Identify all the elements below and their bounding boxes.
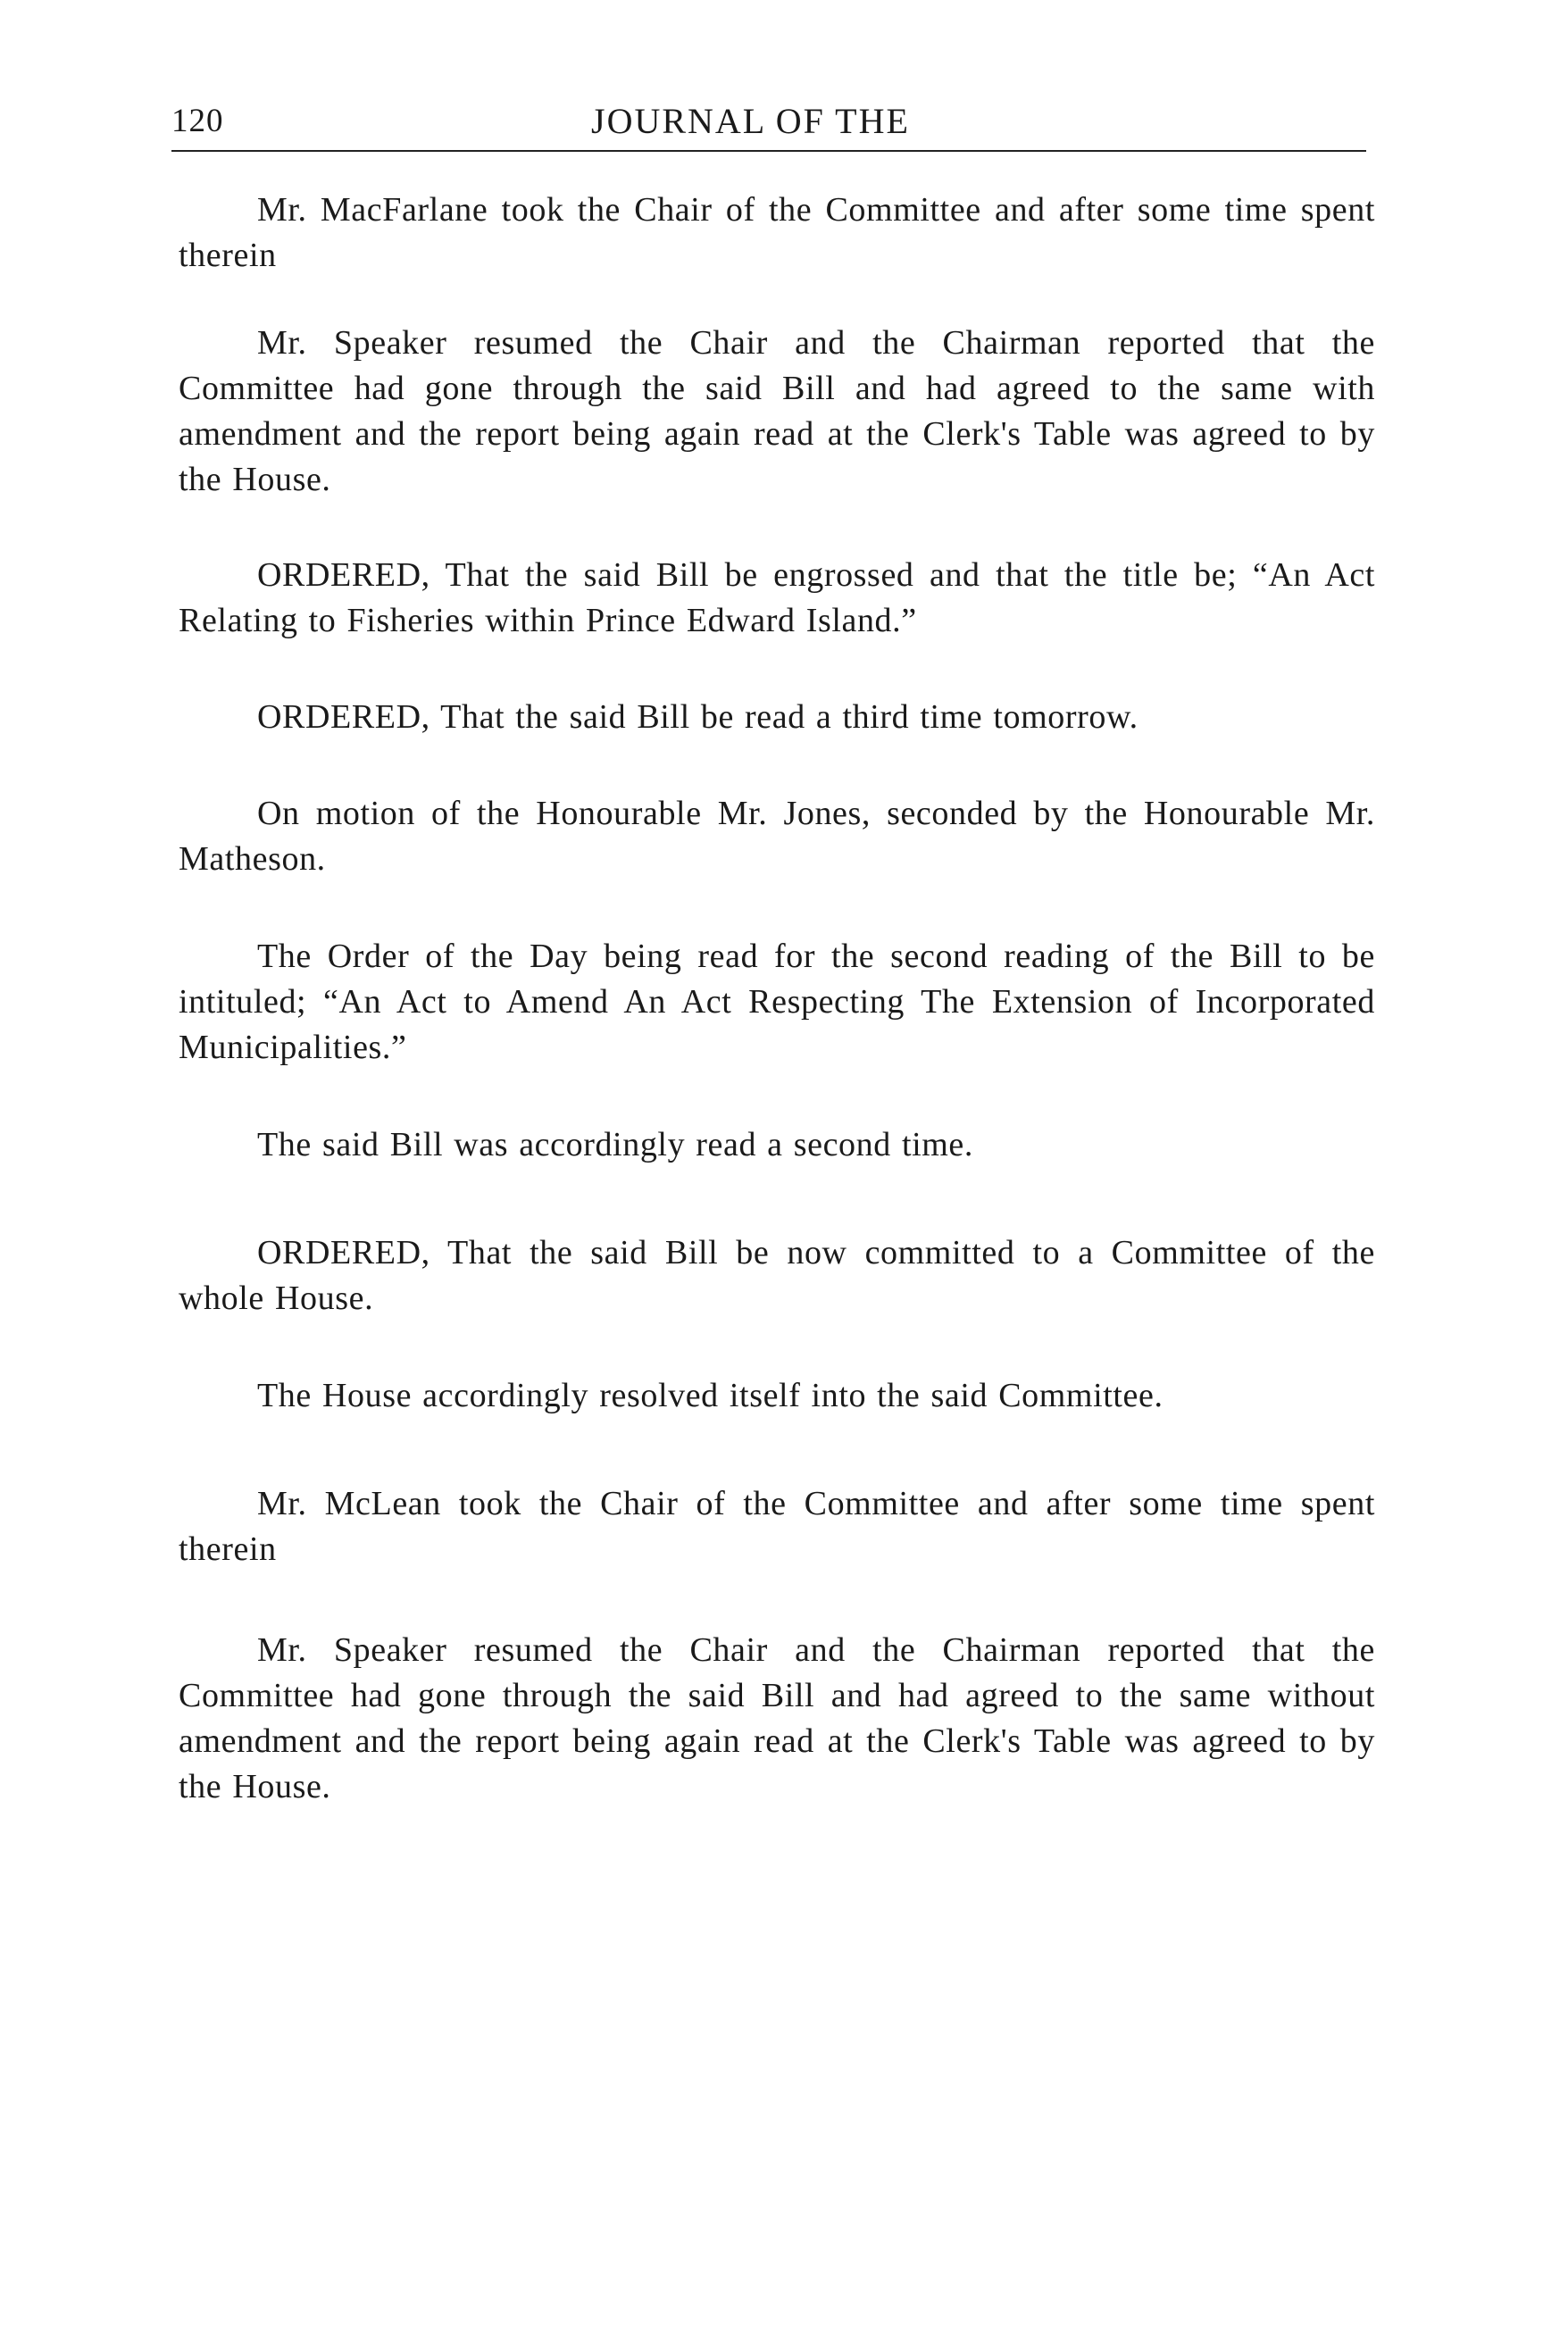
paragraph: The House accordingly resolved itself into the said Committee. [257,1377,1163,1414]
paragraph: Mr. MacFarlane took the Chair of the Committee and after some time spent therein [179,191,1375,274]
paragraph: Mr. Speaker resumed the Chair and the Chairman reported that the Committee had gone through the said Bill and had agreed to the same without amendment and the report being again read at the Clerk's Table was agreed to by the House. [179,1631,1375,1805]
page-header [171,96,1366,152]
paragraph: On motion of the Honourable Mr. Jones, seconded by the Honourable Mr. Matheson. [179,795,1375,878]
paragraph: The Order of the Day being read for the second reading of the Bill to be intituled; “An Act to Amend An Act Respecting The Extension of Incorporated Municipalities.” [179,938,1375,1066]
journal-body [179,188,1375,1810]
paragraph: Mr. Speaker resumed the Chair and the Chairman reported that the Committee had gone through the said Bill and had agreed to the same with amendment and the report being again read at the Clerk's Table was agreed to by the House. [179,324,1375,498]
paragraph: ORDERED, That the said Bill be now committed to a Committee of the whole House. [179,1234,1375,1317]
page-number: 120 [171,103,224,139]
paragraph: Mr. McLean took the Chair of the Committee and after some time spent therein [179,1485,1375,1568]
paragraph: The said Bill was accordingly read a second time. [257,1126,973,1163]
paragraph: ORDERED, That the said Bill be read a third time tomorrow. [257,698,1138,736]
paragraph: ORDERED, That the said Bill be engrossed and that the title be; “An Act Relating to Fisheries within Prince Edward Island.” [179,556,1375,639]
running-head: JOURNAL OF THE [591,101,910,141]
